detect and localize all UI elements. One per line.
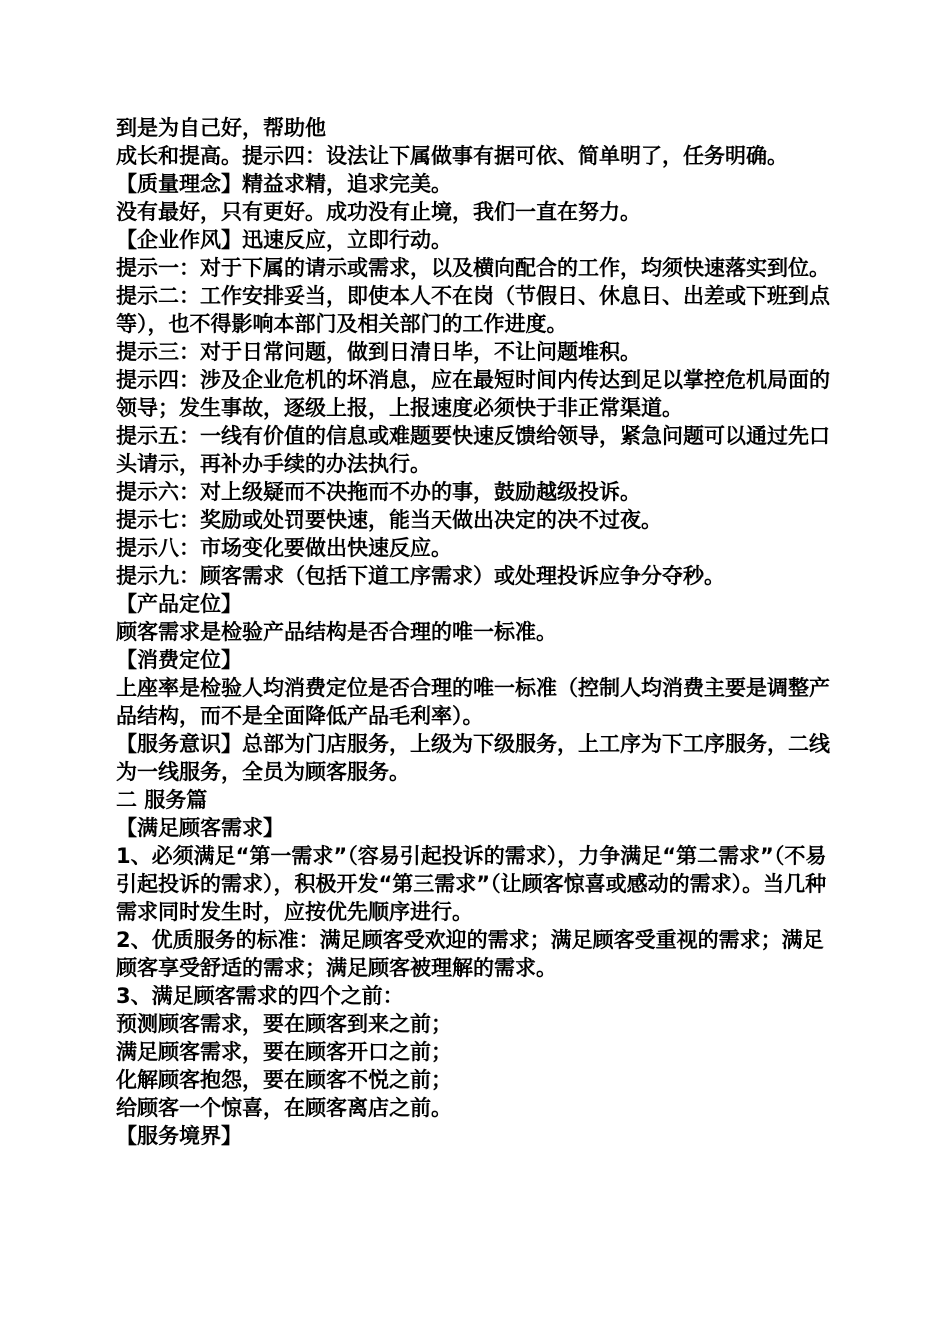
text-line: 顾客需求是检验产品结构是否合理的唯一标准。 — [116, 620, 557, 644]
text-line: 满足顾客需求，要在顾客开口之前； — [116, 1040, 452, 1064]
text-line: 提示四：涉及企业危机的坏消息，应在最短时间内传达到足以掌控危机局面的领导；发生事故，逐级上报，上报速度必须快于非正常渠道。 — [116, 368, 830, 420]
text-line: 3、满足顾客需求的四个之前： — [116, 984, 404, 1008]
text-line: 提示三：对于日常问题，做到日清日毕，不让问题堆积。 — [116, 340, 641, 364]
text-line: 提示七：奖励或处罚要快速，能当天做出决定的决不过夜。 — [116, 508, 662, 532]
text-line: 成长和提高。提示四：设法让下属做事有据可依、简单明了，任务明确。 — [116, 144, 788, 168]
document-body — [116, 114, 838, 1150]
text-line: 提示九：顾客需求（包括下道工序需求）或处理投诉应争分夺秒。 — [116, 564, 725, 588]
section-heading-service-realm: 【服务境界】 — [116, 1124, 242, 1148]
text-line: 提示一：对于下属的请示或需求，以及横向配合的工作，均须快速落实到位。 提示二：工作安排妥当，即使本人不在岗（节假日、休息日、出差或下班到点等），也不得影响本部门及相关部门的工作进度。 — [116, 256, 830, 336]
text-line: 没有最好，只有更好。成功没有止境，我们一直在努力。 — [116, 200, 641, 224]
section-heading-consumption: 【消费定位】 — [116, 648, 242, 672]
text-line: 化解顾客抱怨，要在顾客不悦之前； — [116, 1068, 452, 1092]
section-heading-quality: 【质量理念】精益求精，追求完美。 — [116, 172, 452, 196]
text-line: 提示五：一线有价值的信息或难题要快速反馈给领导，紧急问题可以通过先口头请示，再补办手续的办法执行。 — [116, 424, 830, 476]
text-line: 【服务意识】总部为门店服务，上级为下级服务，上工序为下工序服务，二线为一线服务，全员为顾客服务。 — [116, 732, 830, 784]
text-line: 提示八：市场变化要做出快速反应。 — [116, 536, 452, 560]
text-line: 提示六：对上级疑而不决拖而不办的事，鼓励越级投诉。 — [116, 480, 641, 504]
section-heading-product: 【产品定位】 — [116, 592, 242, 616]
text-line: 上座率是检验人均消费定位是否合理的唯一标准（控制人均消费主要是调整产品结构，而不是全面降低产品毛利率）。 — [116, 676, 830, 728]
text-line: 1、必须满足“第一需求”（容易引起投诉的需求），力争满足“第二需求”（不易引起投诉的需求），积极开发“第三需求”（让顾客惊喜或感动的需求）。当几种需求同时发生时，应按优先顺序进行。 — [116, 844, 827, 924]
text-line: 到是为自己好，帮助他 — [116, 116, 326, 140]
section-heading-style: 【企业作风】迅速反应，立即行动。 — [116, 228, 452, 252]
text-line: 预测顾客需求，要在顾客到来之前； — [116, 1012, 452, 1036]
chapter-heading-service: 二 服务篇 — [116, 788, 208, 812]
section-heading-customer-needs: 【满足顾客需求】 — [116, 816, 284, 840]
text-line: 给顾客一个惊喜，在顾客离店之前。 — [116, 1096, 452, 1120]
text-line: 2、优质服务的标准：满足顾客受欢迎的需求；满足顾客受重视的需求；满足顾客享受舒适的需求；满足顾客被理解的需求。 — [116, 928, 824, 980]
